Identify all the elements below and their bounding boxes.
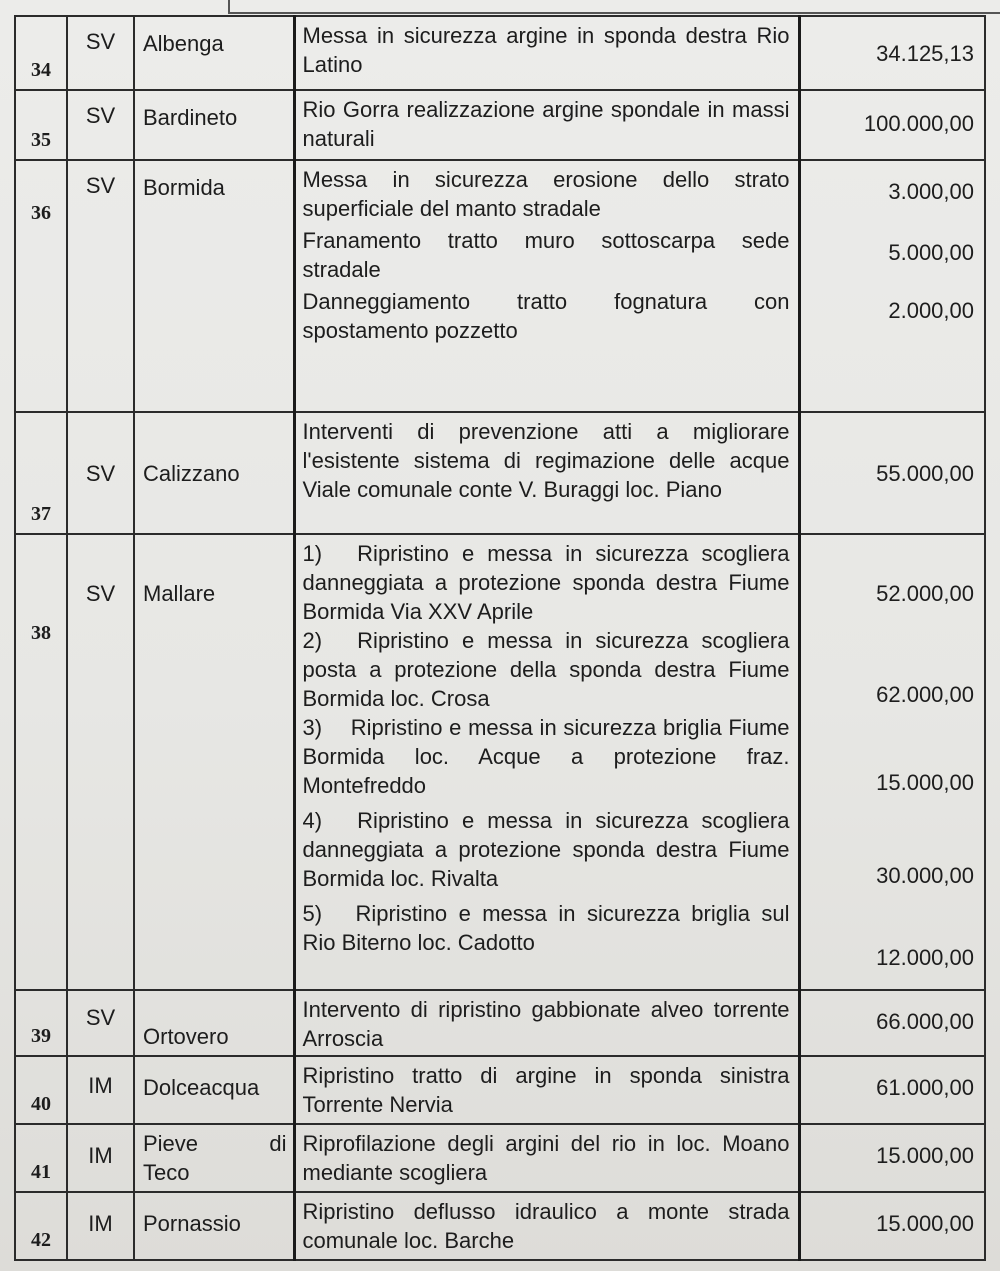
municipality-name: Bardineto — [134, 90, 294, 160]
municipality-name: Pieve — [143, 1131, 199, 1156]
municipality-name: Calizzano — [134, 412, 294, 534]
intervention-description: 3) Ripristino e messa in sicurezza briglia Fiume Bormida loc. Acque a protezione fraz. Montefreddo — [302, 715, 790, 798]
table-row — [15, 1124, 985, 1192]
intervention-description: Messa in sicurezza erosione dello strato superficiale del manto stradale — [302, 167, 790, 221]
row-number: 36 — [15, 160, 67, 412]
amount: 15.000,00 — [876, 770, 974, 795]
row-number: 37 — [15, 412, 67, 534]
municipality-name: Pornassio — [134, 1192, 294, 1260]
row-number: 35 — [15, 90, 67, 160]
intervention-description: Danneggiamento tratto fognatura con spostamento pozzetto — [302, 289, 790, 343]
intervention-description: 2) Ripristino e messa in sicurezza scogliera posta a protezione della sponda destra Fiume Bormida loc. Crosa — [302, 628, 790, 711]
province-code: SV — [67, 90, 134, 160]
table-row — [15, 16, 985, 90]
amount: 3.000,00 — [888, 179, 974, 204]
intervention-description: Franamento tratto muro sottoscarpa sede stradale — [302, 228, 790, 282]
row-number: 40 — [15, 1056, 67, 1124]
amount: 12.000,00 — [876, 945, 974, 970]
municipality-name: Dolceacqua — [134, 1056, 294, 1124]
province-code: SV — [67, 534, 134, 990]
province-code: SV — [67, 412, 134, 534]
municipality-name: Teco — [143, 1160, 190, 1185]
intervention-description: Interventi di prevenzione atti a migliorare l'esistente sistema di regimazione delle acque Viale comunale conte V. Buraggi loc. Piano — [302, 419, 790, 502]
intervention-description: 5) Ripristino e messa in sicurezza briglia sul Rio Biterno loc. Cadotto — [302, 901, 790, 955]
municipality-name: Mallare — [134, 534, 294, 990]
amount: 62.000,00 — [876, 682, 974, 707]
intervention-description: Ripristino deflusso idraulico a monte strada comunale loc. Barche — [302, 1199, 790, 1253]
amount: 34.125,13 — [876, 41, 974, 66]
row-number: 38 — [15, 534, 67, 990]
row-number: 41 — [15, 1124, 67, 1192]
row-number: 34 — [15, 16, 67, 90]
row-number: 39 — [15, 990, 67, 1056]
province-code: SV — [67, 160, 134, 412]
table-row — [15, 1192, 985, 1260]
province-code: SV — [67, 990, 134, 1056]
interventions-table — [14, 15, 986, 1261]
province-code: SV — [67, 16, 134, 90]
amount: 2.000,00 — [888, 298, 974, 323]
table-row — [15, 1056, 985, 1124]
province-code: IM — [67, 1192, 134, 1260]
amount: 61.000,00 — [876, 1075, 974, 1100]
intervention-description: Messa in sicurezza argine in sponda destra Rio Latino — [302, 23, 790, 77]
amount: 100.000,00 — [863, 111, 974, 136]
intervention-description: 4) Ripristino e messa in sicurezza scogliera danneggiata a protezione sponda destra Fiume Bormida loc. Rivalta — [302, 808, 790, 891]
province-code: IM — [67, 1056, 134, 1124]
table-row — [15, 412, 985, 534]
intervention-description: Rio Gorra realizzazione argine spondale in massi naturali — [302, 97, 790, 151]
intervention-description: Intervento di ripristino gabbionate alveo torrente Arroscia — [302, 997, 790, 1051]
amount: 55.000,00 — [876, 460, 974, 486]
table-row — [15, 990, 985, 1056]
intervention-description: Ripristino tratto di argine in sponda sinistra Torrente Nervia — [302, 1063, 790, 1117]
table-row — [15, 160, 985, 412]
amount: 5.000,00 — [888, 240, 974, 265]
municipality-name: Albenga — [134, 16, 294, 90]
table-row — [15, 534, 985, 990]
intervention-description: Riprofilazione degli argini del rio in loc. Moano mediante scogliera — [302, 1131, 790, 1185]
intervention-description: 1) Ripristino e messa in sicurezza scogliera danneggiata a protezione sponda destra Fiume Bormida Via XXV Aprile — [302, 541, 790, 624]
amount: 66.000,00 — [876, 1009, 974, 1034]
amount: 30.000,00 — [876, 863, 974, 888]
municipality-name: Ortovero — [134, 990, 294, 1056]
municipality-name: Bormida — [134, 160, 294, 412]
page-header-frame — [228, 0, 1000, 14]
amount: 52.000,00 — [876, 581, 974, 606]
amount: 15.000,00 — [876, 1211, 974, 1236]
province-code: IM — [67, 1124, 134, 1192]
table-row — [15, 90, 985, 160]
amount: 15.000,00 — [876, 1143, 974, 1168]
row-number: 42 — [15, 1192, 67, 1260]
municipality-name: di — [269, 1131, 287, 1156]
